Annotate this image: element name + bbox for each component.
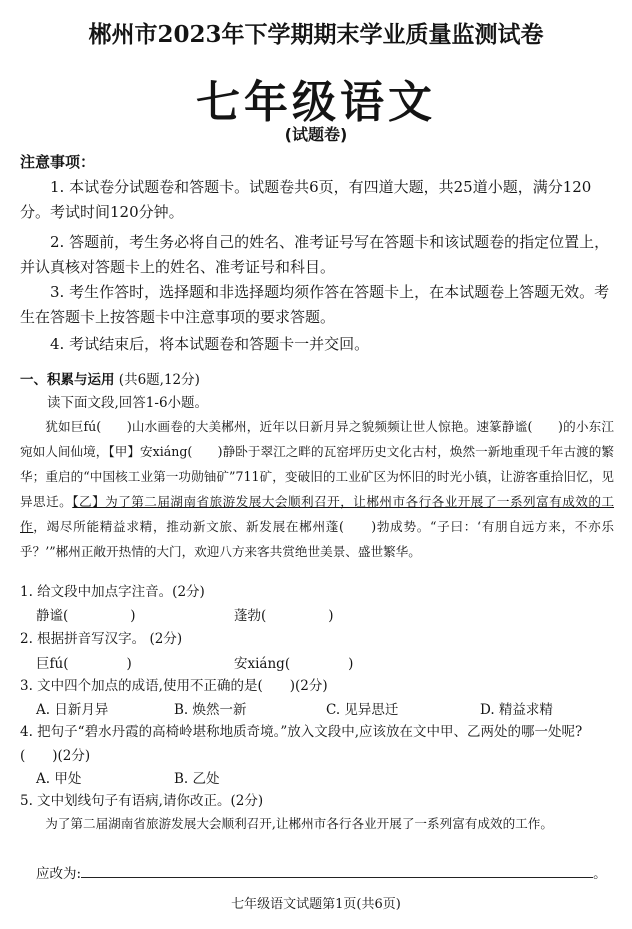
notice-heading: 注意事项： [20,153,96,171]
section-1-score: (共6题,12分) [118,372,200,388]
q2-item-b-close: ) [348,656,354,672]
question-3: 3. 文中四个加点的成语,使用不正确的是( )(2分) [20,678,328,694]
notice-item-2: 2. 答题前，考生务必将自己的姓名、准考证号写在答题卡和该试题卷的指定位置上，并认真核对答题卡上的姓名、准考证号和科目。 [20,233,610,276]
notice-item-4: 4. 考试结束后，将本试题卷和答题卡一并交回。 [50,335,370,353]
q5-answer-end: 。 [593,866,607,882]
section-1-heading [20,368,614,393]
passage-part-3: ，竭尽所能精益求精，推动新文旅、新发展在郴州蓬( )勃成势。“子曰：‘有朋自远方来，不亦乐乎？’”郴州正敞开热情的大门，欢迎八方来客共赏绝世美景、盛世繁华。 [20,519,614,559]
question-5: 5. 文中划线句子有语病,请你改正。(2分) [20,793,264,809]
notice-item-1: 1. 本试卷分试题卷和答题卡。试题卷共6页，有四道大题，共25道小题，满分120分。考试时间120分钟。 [20,178,592,221]
q2-item-a [36,652,132,672]
q1-item-b-close: ) [328,608,334,624]
q1-item-b-label: 蓬勃( [234,608,267,624]
passage-part-1: 犹如巨fú( )山水画卷的大美郴州，近年以日新月异之貌频频让世人惊艳。速篆静谧( )的小东江宛如人间仙境，【甲】安xiáng( )静卧于翠江之畔的瓦窑坪历史文化古村，焕然一新地重现千年古渡的繁华；重启的“中国核工业第一功勋铀矿”711矿，变破旧的工业矿区为怀旧的时光小镇，让游客重拾旧忆，见异思迁。 [20,419,614,509]
exam-title: 郴州市2023年下学期期末学业质量监测试卷 [88,21,544,48]
q3-option-d: D. 精益求精 [480,702,553,718]
section-1-instruction: 读下面文段,回答1-6小题。 [47,395,209,411]
notice-item-3: 3. 考生作答时，选择题和非选择题均须作答在答题卡上，在本试题卷上答题无效。考生在答题卡上按答题卡中注意事项的要求答题。 [20,283,610,326]
passage-underlined-sentence: 【乙】为了第二届湖南省旅游发展大会顺利召开，让郴州市各行各业开展了一系列富有成效的工作 [20,494,615,534]
q1-item-a [36,604,136,624]
q2-item-a-close: ) [126,656,132,672]
q1-item-a-close: ) [130,608,136,624]
reading-passage [20,414,614,564]
page-footer: 七年级语文试题第1页(共6页) [231,897,401,912]
q5-answer-line[interactable] [81,863,593,878]
paper-subtitle: (试题卷) [284,125,348,144]
q1-item-a-label: 静谧( [36,608,69,624]
question-4: 4. 把句子“碧水丹霞的高椅岭堪称地质奇境。”放入文段中,应该放在文中甲、乙两处的哪一处呢?( )(2分) [20,724,583,764]
q4-option-a: A. 甲处 [36,771,82,787]
q4-option-b: B. 乙处 [174,771,220,787]
question-1: 1. 给文段中加点字注音。(2分) [20,584,205,600]
q2-item-b-label: 安xiáng( [234,656,291,672]
section-1-title: 一、积累与运用 [20,372,115,388]
subject-title: 七年级语文 [196,77,436,128]
q5-answer-row [36,862,607,882]
q3-option-c: C. 见异思迁 [326,702,399,718]
q2-item-a-label: 巨fú( [36,656,69,672]
q3-option-b: B. 焕然一新 [174,702,247,718]
q2-item-b [234,652,353,672]
q3-option-a: A. 日新月异 [36,702,109,718]
q1-item-b [234,604,334,624]
question-2: 2. 根据拼音写汉字。 (2分) [20,631,183,647]
q5-sentence: 为了第二届湖南省旅游发展大会顺利召开,让郴州市各行各业开展了一系列富有成效的工作。 [45,816,553,831]
q5-answer-label: 应改为: [36,866,82,882]
